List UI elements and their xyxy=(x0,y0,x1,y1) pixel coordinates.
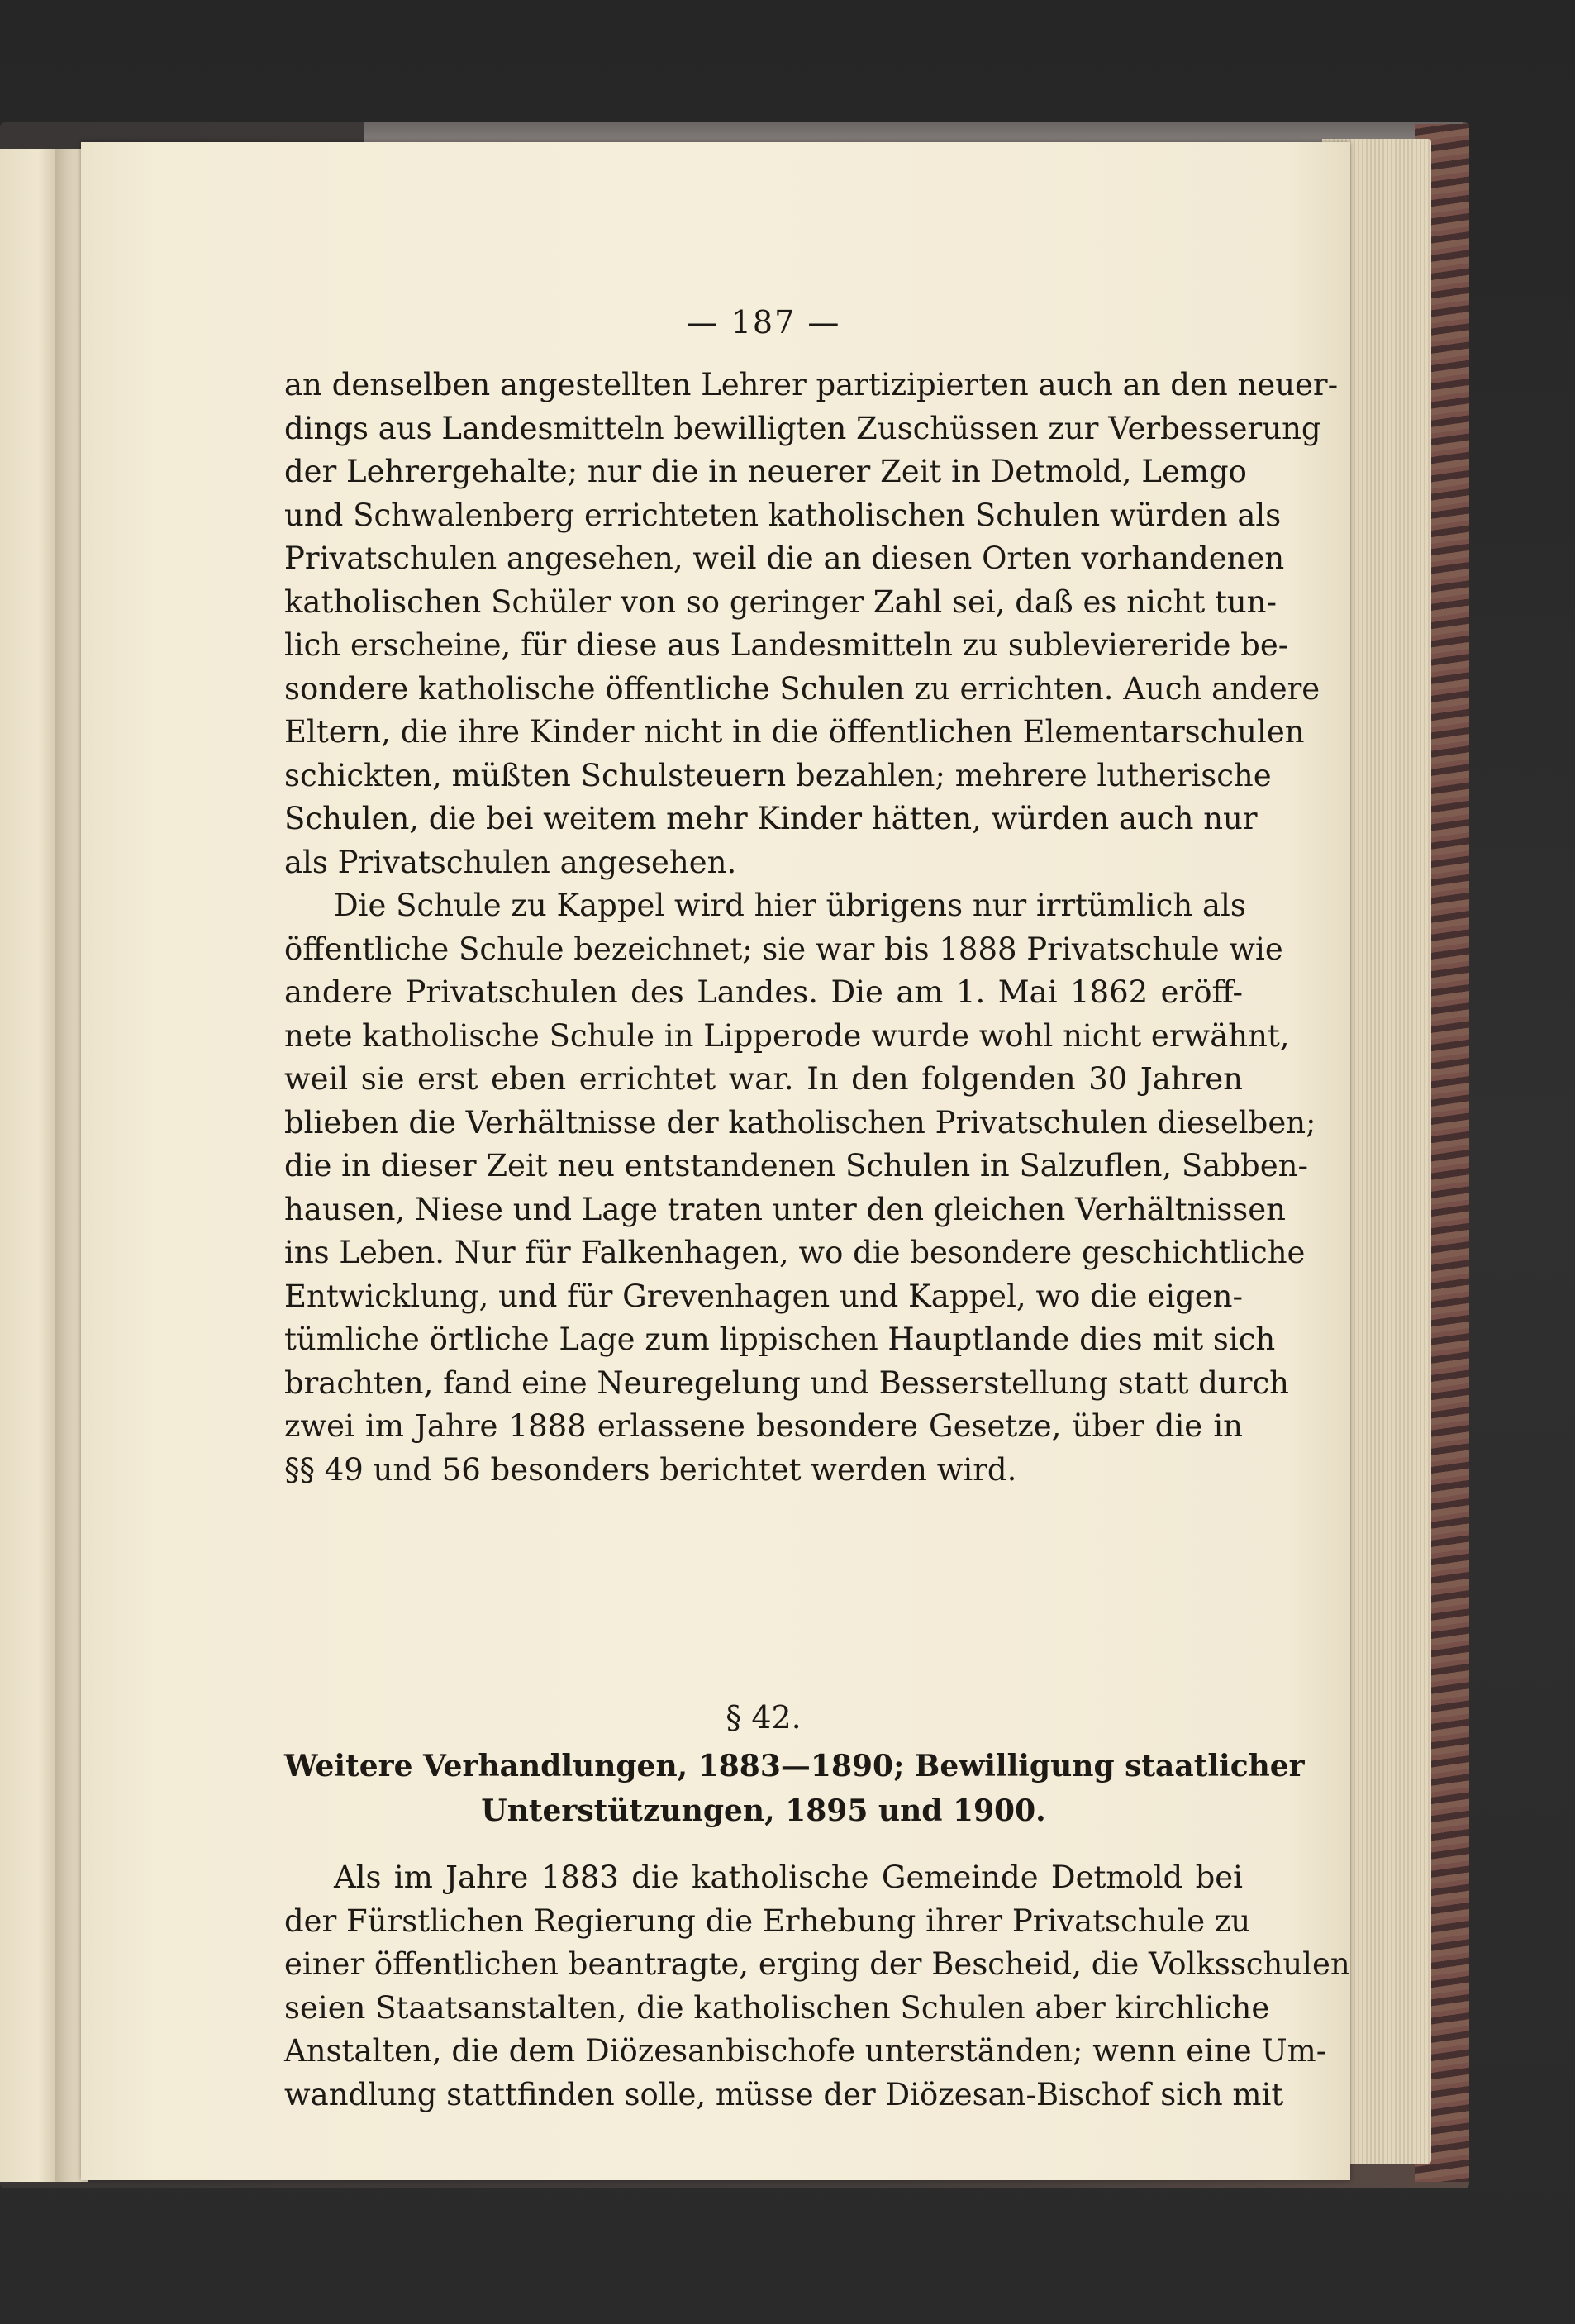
left-page-edge xyxy=(0,149,56,2182)
text-line: nete katholische Schule in Lipperode wurde wohl nicht erwähnt, xyxy=(284,1017,1290,1054)
text-line: wandlung stattfinden solle, müsse der Diözesan-Bischof sich mit xyxy=(284,2076,1284,2112)
text-line: ins Leben. Nur für Falkenhagen, wo die besondere geschichtliche xyxy=(284,1235,1306,1270)
section-title-line: Unterstützungen, 1895 und 1900. xyxy=(481,1793,1046,1828)
text-line: zwei im Jahre 1888 erlassene besondere Gesetze, über die in xyxy=(284,1408,1243,1444)
text-line: der Fürstlichen Regierung die Erhebung ihrer Privatschule zu xyxy=(284,1903,1251,1939)
text-line: blieben die Verhältnisse der katholischen Privatschulen dieselben; xyxy=(284,1104,1316,1141)
text-line: weil sie erst eben errichtet war. In den folgenden 30 Jahren xyxy=(284,1061,1243,1097)
text-line: katholischen Schüler von so geringer Zahl sei, daß es nicht tun- xyxy=(284,583,1277,620)
text-line: als Privatschulen angesehen. xyxy=(284,844,737,880)
section-title-line: Weitere Verhandlungen, 1883—1890; Bewilligung staatlicher xyxy=(284,1749,1305,1783)
text-line: §§ 49 und 56 besonders berichtet werden wird. xyxy=(284,1451,1017,1488)
text-line: lich erscheine, für diese aus Landesmitteln zu subleviereride be- xyxy=(284,627,1289,663)
text-line: und Schwalenberg errichteten katholischen Schulen würden als xyxy=(284,497,1282,533)
text-line: Entwicklung, und für Grevenhagen und Kappel, wo die eigen- xyxy=(284,1278,1243,1314)
section-number: § 42. xyxy=(726,1699,802,1736)
paragraph-1-2 xyxy=(284,364,1339,1492)
text-line: seien Staatsanstalten, die katholischen Schulen aber kirchliche xyxy=(284,1989,1270,2026)
paragraph-3 xyxy=(284,1856,1350,2117)
text-line: brachten, fand eine Neuregelung und Besserstellung statt durch xyxy=(284,1364,1289,1401)
book-page xyxy=(81,142,1350,2180)
text-line: Privatschulen angesehen, weil die an diesen Orten vorhandenen xyxy=(284,541,1285,576)
page-number: — 187 — xyxy=(686,304,841,341)
text-line: der Lehrergehalte; nur die in neuerer Zeit in Detmold, Lemgo xyxy=(284,454,1247,489)
text-line: sondere katholische öffentliche Schulen zu errichten. Auch andere xyxy=(284,670,1320,707)
text-line: öffentliche Schule bezeichnet; sie war bis 1888 Privatschule wie xyxy=(284,931,1283,967)
text-line: Anstalten, die dem Diözesanbischofe unterständen; wenn eine Um- xyxy=(284,2033,1327,2069)
text-line: hausen, Niese und Lage traten unter den gleichen Verhältnissen xyxy=(284,1191,1286,1227)
text-line: einer öffentlichen beantragte, erging der Bescheid, die Volksschulen xyxy=(284,1946,1350,1982)
text-line: an denselben angestellten Lehrer partizipierten auch an den neuer- xyxy=(284,367,1339,402)
text-line: Schulen, die bei weitem mehr Kinder hätten, würden auch nur xyxy=(284,801,1258,836)
text-line: Eltern, die ihre Kinder nicht in die öffentlichen Elementarschulen xyxy=(284,714,1305,750)
text-line: Als im Jahre 1883 die katholische Gemeinde Detmold bei xyxy=(334,1860,1243,1895)
text-line: schickten, müßten Schulsteuern bezahlen; mehrere lutherische xyxy=(284,757,1272,793)
section-title xyxy=(284,1744,1305,1833)
text-line: dings aus Landesmitteln bewilligten Zuschüssen zur Verbesserung xyxy=(284,410,1321,446)
text-line: die in dieser Zeit neu entstandenen Schulen in Salzuflen, Sabben- xyxy=(284,1148,1308,1183)
text-line: Die Schule zu Kappel wird hier übrigens nur irrtümlich als xyxy=(334,888,1246,923)
text-line: tümliche örtliche Lage zum lippischen Hauptlande dies mit sich xyxy=(284,1322,1276,1357)
text-line: andere Privatschulen des Landes. Die am 1. Mai 1862 eröff- xyxy=(284,974,1243,1010)
